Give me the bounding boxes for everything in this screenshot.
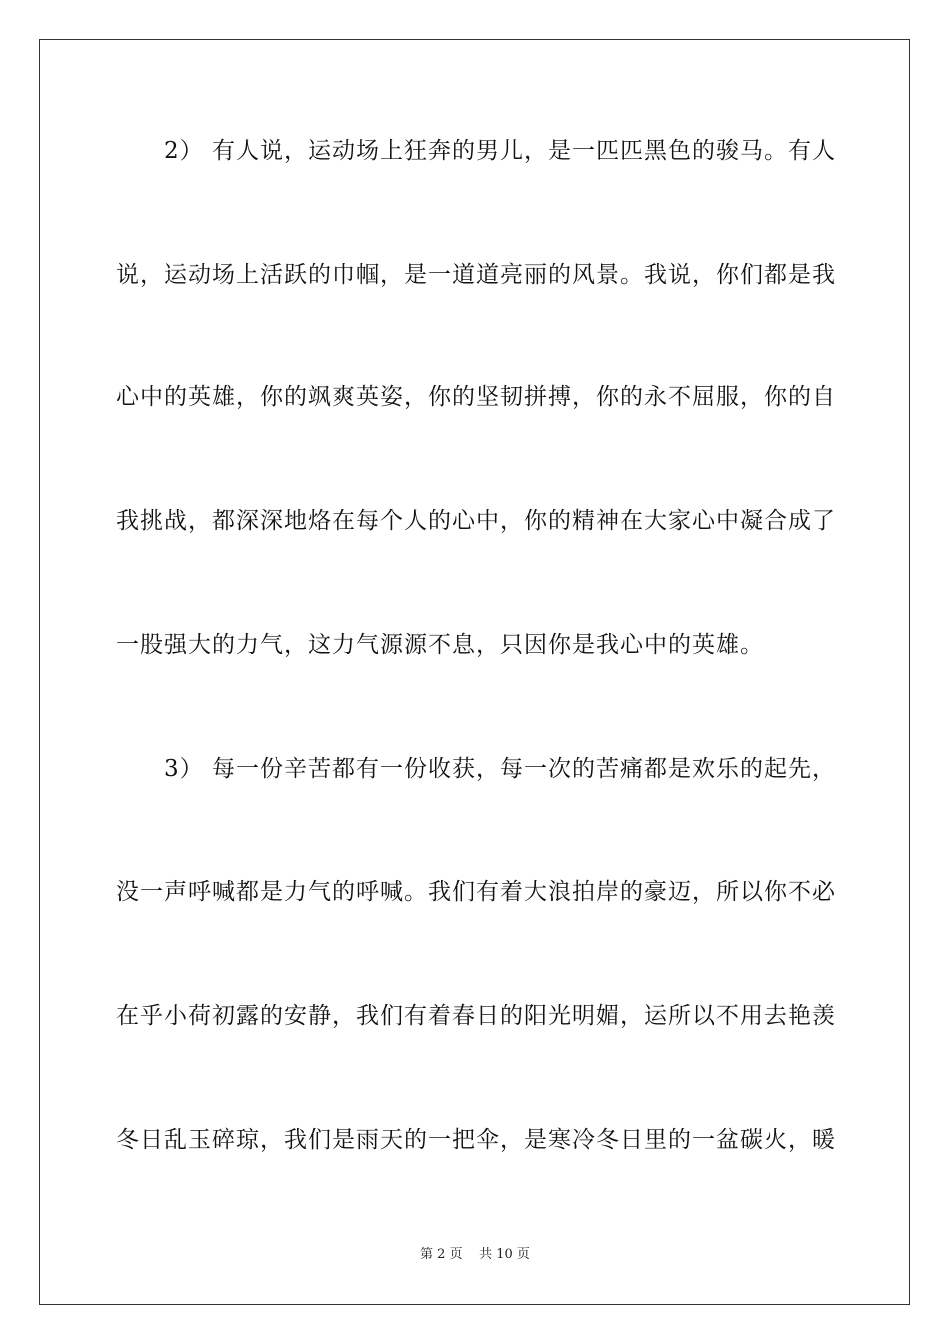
page-frame <box>39 39 910 1305</box>
page-footer <box>0 1246 950 1264</box>
page-number: 第 2 页 <box>420 1247 463 1262</box>
page-total: 共 10 页 <box>479 1247 530 1262</box>
text-line: 没一声呼喊都是力气的呼喊。我们有着大浪拍岸的豪迈，所以你不必 <box>116 879 836 905</box>
text-line: 在乎小荷初露的安静，我们有着春日的阳光明媚，运所以不用去艳羡 <box>116 1003 836 1029</box>
text-line: 3） 每一份辛苦都有一份收获，每一次的苦痛都是欢乐的起先， <box>116 756 836 782</box>
text-line: 一股强大的力气，这力气源源不息，只因你是我心中的英雄。 <box>116 632 764 658</box>
text-line: 冬日乱玉碎琼，我们是雨天的一把伞，是寒冷冬日里的一盆碳火，暖 <box>116 1127 836 1153</box>
text-line: 心中的英雄，你的飒爽英姿，你的坚韧拼搏，你的永不屈服，你的自 <box>116 384 836 410</box>
text-line: 我挑战，都深深地烙在每个人的心中，你的精神在大家心中凝合成了 <box>116 508 836 534</box>
text-line: 2） 有人说，运动场上狂奔的男儿，是一匹匹黑色的骏马。有人 <box>116 138 836 164</box>
text-line: 说，运动场上活跃的巾帼，是一道道亮丽的风景。我说，你们都是我 <box>116 262 836 288</box>
